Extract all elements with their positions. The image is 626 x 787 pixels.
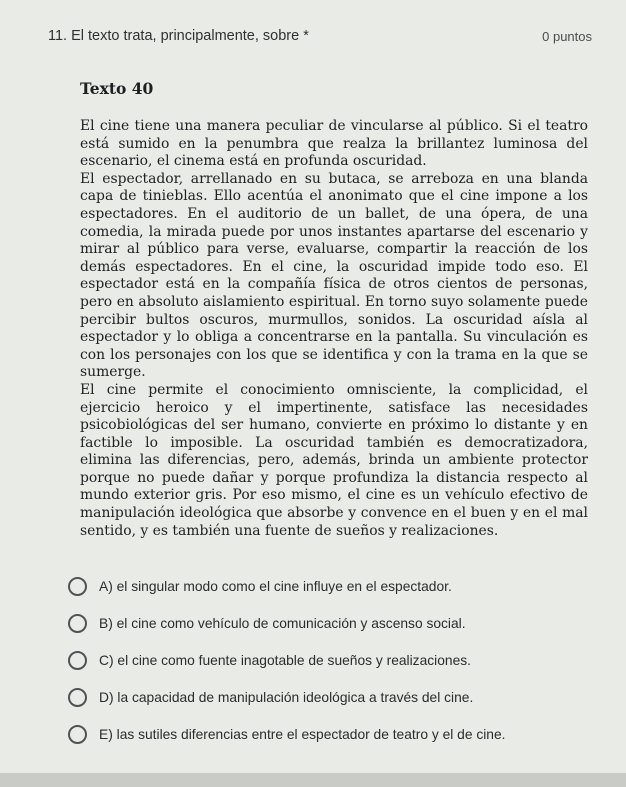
answer-options	[68, 568, 588, 753]
option-label: E) las sutiles diferencias entre el espectador de teatro y el de cine.	[99, 727, 506, 742]
text-paragraph: El espectador, arrellanado en su butaca, se arreboza en una blanda capa de tinieblas. Ello acentúa el anonimato que el cine impone a los espectadores. En el auditorio de un ballet, de una ópera, de una comedia, la mirada puede por unos instantes apartarse del escenario y mirar al público para verse, evaluarse, compartir la reacción de los demás espectadores. En el cine, la oscuridad impide todo eso. El espectador está en la compañía física de otros cientos de personas, pero en absoluto aislamiento espiritual. En torno suyo solamente puede percibir bultos oscuros, murmullos, sonidos. La oscuridad aísla al espectador y lo obliga a concentrarse en la pantalla. Su vinculación es con los personajes con los que se identifica y con la trama en la que se sumerge.	[80, 170, 588, 381]
question-points: 0 puntos	[542, 29, 592, 44]
option-d[interactable]	[68, 679, 588, 716]
option-a[interactable]	[68, 568, 588, 605]
option-label: C) el cine como fuente inagotable de sueños y realizaciones.	[99, 653, 471, 668]
text-paragraph: El cine permite el conocimiento omnisciente, la complicidad, el ejercicio heroico y el impertinente, satisface las necesidades psicobiológicas del ser humano, convierte en próximo lo distante y en factible lo imposible. La oscuridad también es democratizadora, elimina las diferencias, pero, además, brinda un ambiente protector porque no puede dañar y porque profundiza la distancia respecto al mundo exterior gris. Por eso mismo, el cine es un vehículo efectivo de manipulación ideológica que absorbe y convence en el buen y en el mal sentido, y es también una fuente de sueños y realizaciones.	[80, 381, 588, 539]
radio-button-icon[interactable]	[68, 651, 87, 670]
option-c[interactable]	[68, 642, 588, 679]
radio-button-icon[interactable]	[68, 688, 87, 707]
reading-text	[80, 80, 588, 540]
radio-button-icon[interactable]	[68, 614, 87, 633]
option-e[interactable]	[68, 716, 588, 753]
option-label: A) el singular modo como el cine influye en el espectador.	[99, 579, 452, 594]
radio-button-icon[interactable]	[68, 725, 87, 744]
option-label: B) el cine como vehículo de comunicación y ascenso social.	[99, 616, 466, 631]
radio-button-icon[interactable]	[68, 577, 87, 596]
text-heading: Texto 40	[80, 79, 154, 98]
option-b[interactable]	[68, 605, 588, 642]
text-paragraph: El cine tiene una manera peculiar de vincularse al público. Si el teatro está sumido en la penumbra que realza la brillantez luminosa del escenario, el cinema está en profunda oscuridad.	[80, 118, 588, 170]
question-title: 11. El texto trata, principalmente, sobre *	[48, 28, 309, 44]
question-header	[48, 28, 592, 48]
option-label: D) la capacidad de manipulación ideológica a través del cine.	[99, 690, 474, 705]
